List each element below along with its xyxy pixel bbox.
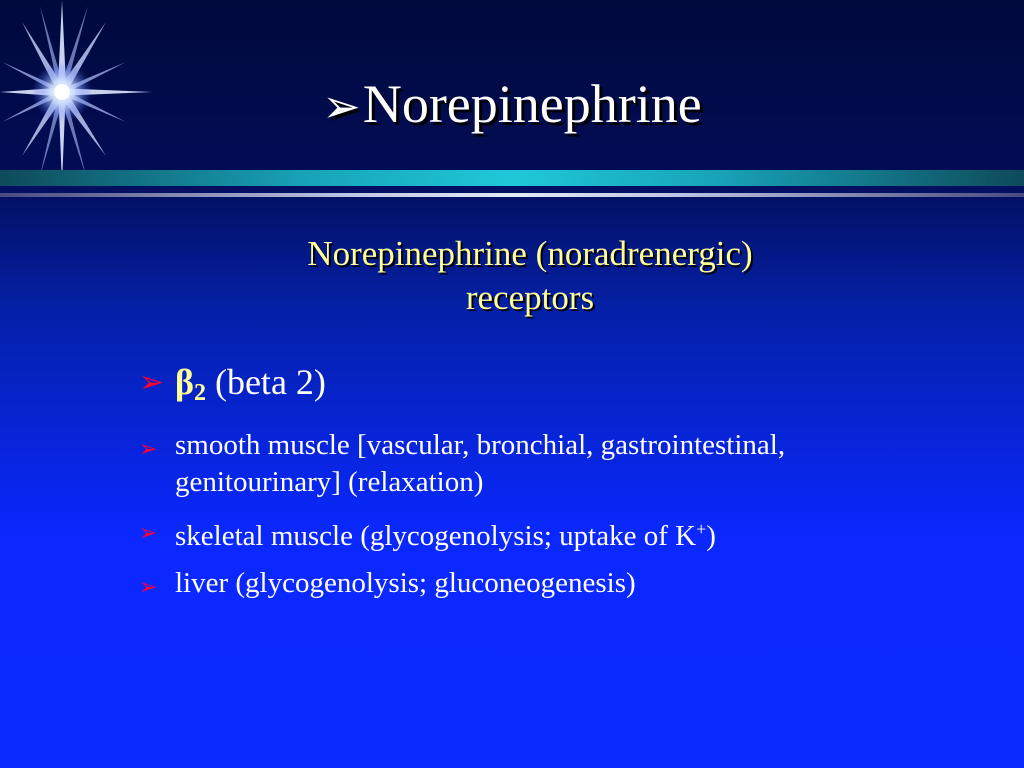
- heading-text: (beta 2): [205, 362, 326, 402]
- potassium-superscript: +: [696, 519, 707, 539]
- beta-subscript: 2: [193, 380, 206, 406]
- list-item-liver: [135, 565, 895, 602]
- slide-title: [0, 72, 1024, 139]
- arrow-bullet-icon: ➢: [139, 520, 158, 545]
- list-item-smooth-muscle: [135, 427, 895, 501]
- subtitle-line-2: receptors: [465, 278, 595, 317]
- arrow-bullet-icon: ➢: [139, 574, 158, 599]
- title-divider-line: [0, 193, 1024, 197]
- arrow-bullet-icon: ➢: [139, 366, 165, 399]
- subtitle-line-1: Norepinephrine (noradrenergic): [307, 234, 753, 273]
- receptor-list: [135, 360, 895, 612]
- list-item-text: skeletal muscle (glycogenolysis; uptake of K: [175, 520, 697, 552]
- title-text: Norepinephrine: [362, 74, 702, 134]
- list-item-text: smooth muscle [vascular, bronchial, gastrointestinal, genitourinary] (relaxation): [175, 429, 786, 498]
- title-divider-bar: [0, 170, 1024, 186]
- list-item-text: liver (glycogenolysis; gluconeogenesis): [175, 567, 636, 599]
- arrow-bullet-icon: ➢: [139, 436, 158, 461]
- list-heading-beta-2: [135, 360, 895, 415]
- list-item-skeletal-muscle: [135, 511, 895, 555]
- beta-symbol: $\beta_2$: [175, 362, 206, 406]
- slide-subtitle: [120, 232, 940, 320]
- list-item-suffix: ): [706, 520, 716, 552]
- title-arrow-icon: ➢: [322, 81, 361, 132]
